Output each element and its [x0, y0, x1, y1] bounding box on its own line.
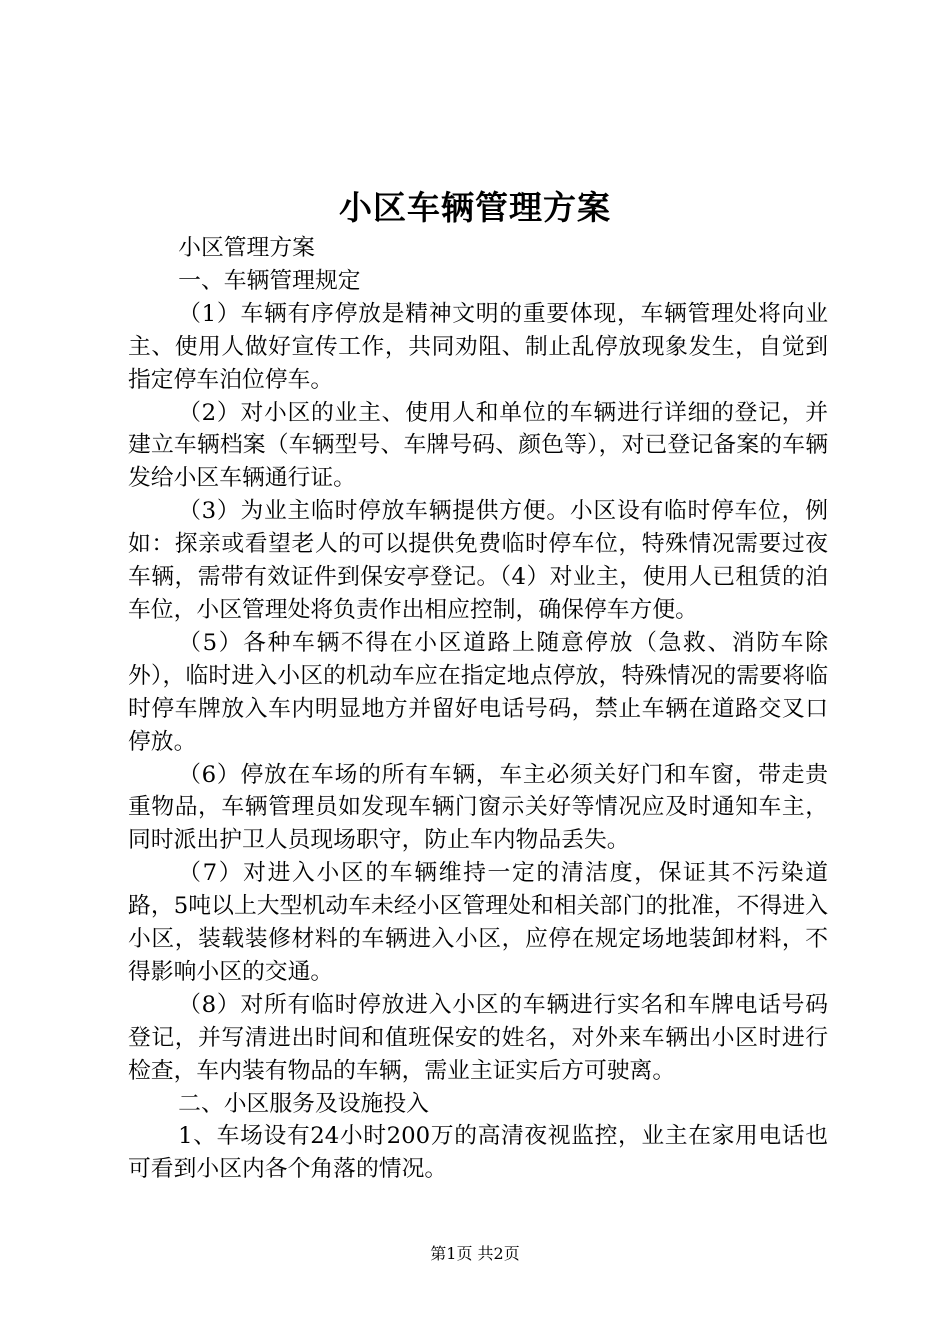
paragraph-rule-8: （8）对所有临时停放进入小区的车辆进行实名和车牌电话号码登记，并写清进出时间和值班保安的姓名，对外来车辆出小区时进行检查，车内装有物品的车辆，需业主证实后方可驶离。 [128, 991, 828, 1084]
page-footer: 第1页 共2页 [430, 1244, 520, 1263]
section-heading-1: 一、车辆管理规定 [178, 267, 361, 294]
paragraph-rule-1: （1）车辆有序停放是精神文明的重要体现，车辆管理处将向业主、使用人做好宣传工作，共同劝阻、制止乱停放现象发生，自觉到指定停车泊位停车。 [128, 300, 828, 393]
paragraph-rule-3-4: （3）为业主临时停放车辆提供方便。小区设有临时停车位，例如：探亲或看望老人的可以提供免费临时停车位，特殊情况需要过夜车辆，需带有效证件到保安亭登记。（4）对业主，使用人已租赁的泊车位，小区管理处将负责作出相应控制，确保停车方便。 [128, 498, 828, 623]
document-body [128, 232, 828, 1186]
section-heading-2: 二、小区服务及设施投入 [178, 1090, 429, 1117]
paragraph-rule-2: （2）对小区的业主、使用人和单位的车辆进行详细的登记，并建立车辆档案（车辆型号、车牌号码、颜色等），对已登记备案的车辆发给小区车辆通行证。 [128, 399, 828, 492]
document-title: 小区车辆管理方案 [339, 188, 611, 227]
paragraph-rule-5: （5）各种车辆不得在小区道路上随意停放（急救、消防车除外），临时进入小区的机动车应在指定地点停放，特殊情况的需要将临时停车牌放入车内明显地方并留好电话号码，禁止车辆在道路交叉口停放。 [128, 629, 828, 755]
paragraph-rule-6: （6）停放在车场的所有车辆，车主必须关好门和车窗，带走贵重物品，车辆管理员如发现车辆门窗示关好等情况应及时通知车主，同时派出护卫人员现场职守，防止车内物品丢失。 [128, 761, 828, 854]
paragraph-rule-7: （7）对进入小区的车辆维持一定的清洁度，保证其不污染道路，5吨以上大型机动车未经小区管理处和相关部门的批准，不得进入小区，装载装修材料的车辆进入小区，应停在规定场地装卸材料，不得影响小区的交通。 [128, 860, 828, 985]
paragraph-subtitle: 小区管理方案 [178, 235, 315, 261]
paragraph-service-1: 1、车场设有24小时200万的高清夜视监控，业主在家用电话也可看到小区内各个角落的情况。 [128, 1123, 828, 1183]
